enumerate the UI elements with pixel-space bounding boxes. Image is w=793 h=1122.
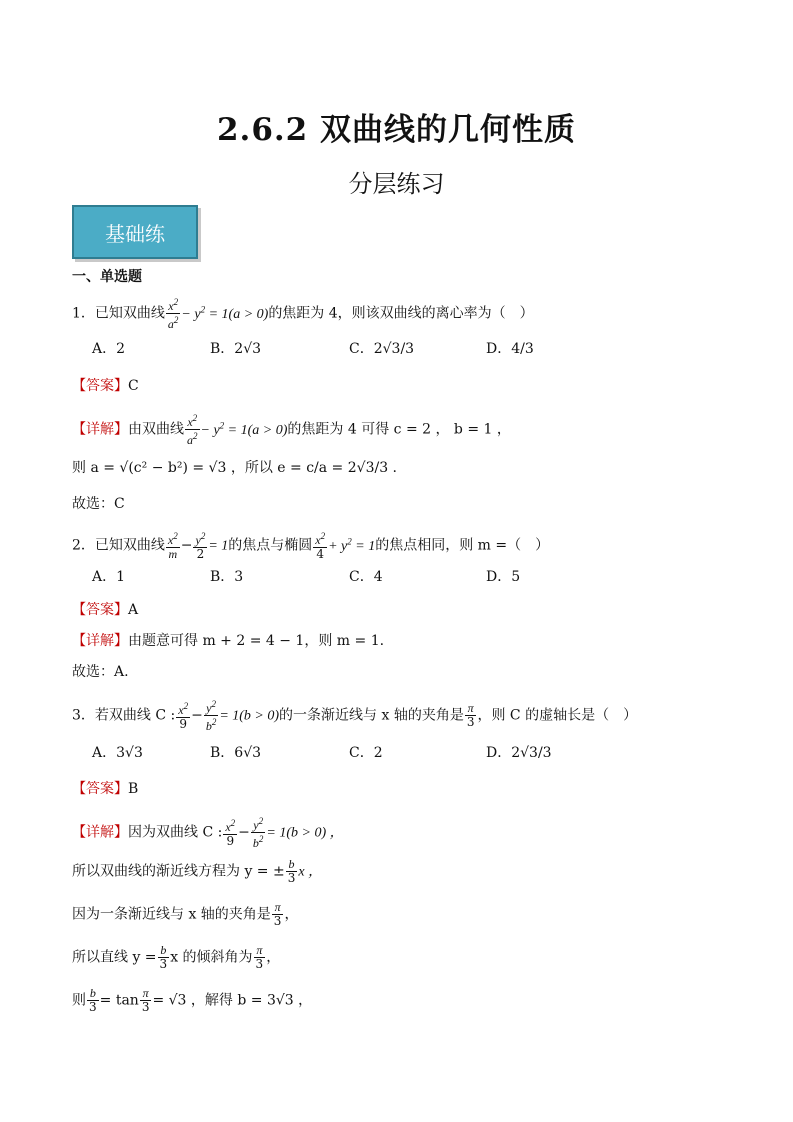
- page-title: 2.6.2 双曲线的几何性质: [216, 112, 577, 148]
- level-badge: 基础练: [72, 205, 198, 259]
- q1-option-d[interactable]: D．4/3: [486, 341, 534, 357]
- q1-detail: 【详解】由双曲线 $\frac{x^2}{a^2}$ − $y^2 = 1(a > 0)$的焦距为 4 可得 c = 2 ， b = 1 ，: [72, 413, 511, 447]
- q3-answer: 【答案】B: [72, 781, 139, 797]
- q3-detail: 【详解】因为双曲线 C : $\frac{x^2}{9}$ − $\frac{y^2}{b^2}$ = 1(b > 0) ，: [72, 816, 344, 850]
- q3-option-c[interactable]: C．2: [349, 745, 383, 761]
- q2-option-b[interactable]: B．3: [210, 569, 244, 585]
- q2-conclusion: 故选：A.: [72, 664, 129, 680]
- q1-option-b[interactable]: B．2√3: [210, 341, 262, 357]
- q3-detail-line2: 所以双曲线的渐近线方程为 y = ± $\frac{b}{3}$ x ，: [72, 857, 323, 885]
- q2-answer: 【答案】A: [72, 602, 139, 618]
- q2-detail: 【详解】由题意可得 m + 2 = 4 − 1，则 m = 1.: [72, 633, 385, 649]
- q1-conclusion: 故选：C: [72, 496, 125, 512]
- q3-option-b[interactable]: B．6√3: [210, 745, 262, 761]
- q3-option-a[interactable]: A．3√3: [92, 745, 143, 761]
- q3-option-d[interactable]: D．2√3/3: [486, 745, 552, 761]
- q1-option-c[interactable]: C．2√3/3: [349, 341, 415, 357]
- q3-detail-line4: 所以直线 y = $\frac{b}{3}$ x 的倾斜角为 $\frac{\pi}{3}$ ，: [72, 943, 281, 971]
- q1-stem: 1．已知双曲线 $\frac{x^2}{a^2}$ − $y^2 = 1(a > 0)$的焦距为 4，则该双曲线的离心率为（ ）: [72, 297, 534, 331]
- q2-stem: 2．已知双曲线 $\frac{x^2}{m}$ − $\frac{y^2}{2}$ = 1的焦点与椭圆 $\frac{x^2}{4}$ + $y^2 = 1$的焦点相同，则 m =（ ）: [72, 531, 550, 561]
- q1-option-a[interactable]: A．2: [92, 341, 126, 357]
- section-heading: 一、单选题: [72, 269, 142, 285]
- q1-detail-line2: 则 a = √(c² − b²) = √3 ，所以 e = c/a = 2√3/3 .: [72, 460, 398, 476]
- q3-stem: 3．若双曲线 C : $\frac{x^2}{9}$ − $\frac{y^2}{b^2}$ = 1(b > 0)的一条渐近线与 x 轴的夹角是 $\frac{\pi}{3}$ ，则 C 的虚轴长是（ ）: [72, 699, 638, 733]
- q2-option-a[interactable]: A．1: [92, 569, 126, 585]
- q2-option-c[interactable]: C．4: [349, 569, 383, 585]
- page-subtitle: 分层练习: [348, 170, 445, 198]
- q3-detail-line3: 因为一条渐近线与 x 轴的夹角是 $\frac{\pi}{3}$ ，: [72, 900, 299, 928]
- q3-detail-line5: 则 $\frac{b}{3}$ = tan $\frac{\pi}{3}$ = √3 ，解得 b = 3√3 ，: [72, 986, 313, 1014]
- q2-option-d[interactable]: D．5: [486, 569, 521, 585]
- q1-answer: 【答案】C: [72, 378, 139, 394]
